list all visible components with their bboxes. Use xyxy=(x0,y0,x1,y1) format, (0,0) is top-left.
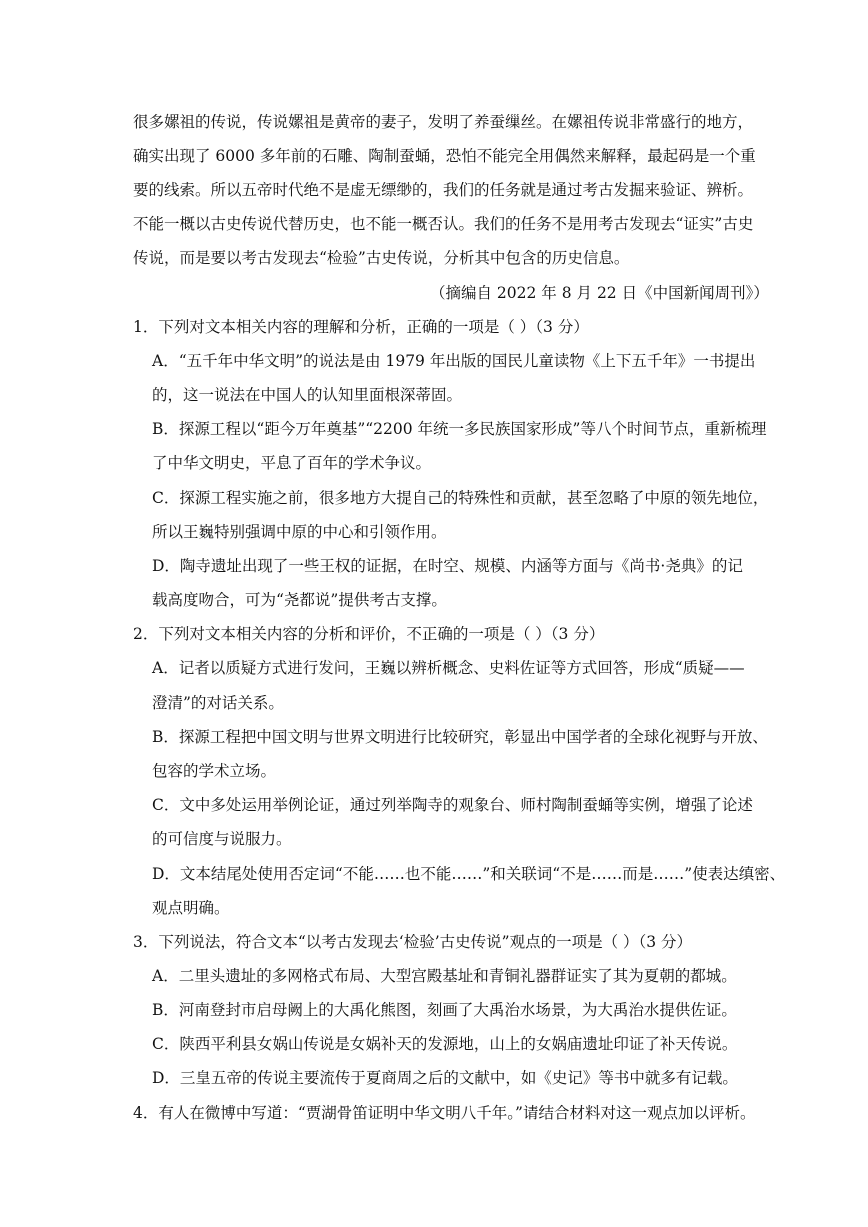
question-stem: 3．下列说法，符合文本“以考古发现去‘检验’古史传说”观点的一项是（ ）（3 分） xyxy=(133,933,693,951)
option-line: C．探源工程实施之前，很多地方大提自己的特殊性和贡献，甚至忽略了中原的领先地位， xyxy=(152,489,769,507)
option-line: 的可信度与说服力。 xyxy=(152,830,292,848)
option-line: B．河南登封市启母阙上的大禹化熊图，刻画了大禹治水场景，为大禹治水提供佐证。 xyxy=(152,1001,737,1019)
option-line: 的，这一说法在中国人的认知里面根深蒂固。 xyxy=(152,386,463,404)
passage-line: 很多嫘祖的传说，传说嫘祖是黄帝的妻子，发明了养蚕缫丝。在嫘祖传说非常盛行的地方， xyxy=(133,113,754,131)
option-line: 所以王巍特别强调中原的中心和引领作用。 xyxy=(152,523,447,541)
question-stem: 1．下列对文本相关内容的理解和分析，正确的一项是（ ）（3 分） xyxy=(133,318,589,336)
passage-line: 不能一概以古史传说代替历史，也不能一概否认。我们的任务不是用考古发现去“证实”古史 xyxy=(133,215,754,233)
option-line: C．文中多处运用举例论证，通过列举陶寺的观象台、师村陶制蚕蛹等实例，增强了论述 xyxy=(152,796,753,814)
passage-line: 要的线索。所以五帝时代绝不是虚无缥缈的，我们的任务就是通过考古发掘来验证、辨析。 xyxy=(133,181,754,199)
passage-line: 传说，而是要以考古发现去“检验”古史传说，分析其中包含的历史信息。 xyxy=(133,249,630,267)
option-line: C．陕西平利县女娲山传说是女娲补天的发源地，山上的女娲庙遗址印证了补天传说。 xyxy=(152,1035,738,1053)
option-line: 包容的学术立场。 xyxy=(152,762,277,780)
option-line: 了中华文明史，平息了百年的学术争议。 xyxy=(152,454,432,472)
option-line: A．二里头遗址的多网格式布局、大型宫殿基址和青铜礼器群证实了其为夏朝的都城。 xyxy=(152,967,737,985)
option-line: D．陶寺遗址出现了一些王权的证据，在时空、规模、内涵等方面与《尚书·尧典》的记 xyxy=(152,557,743,575)
option-line: D．三皇五帝的传说主要流传于夏商周之后的文献中，如《史记》等书中就多有记载。 xyxy=(152,1069,738,1087)
option-line: A．“五千年中华文明”的说法是由 1979 年出版的国民儿童读物《上下五千年》一书提出 xyxy=(152,352,756,370)
option-line: B．探源工程以“距今万年奠基”“2200 年统一多民族国家形成”等八个时间节点，重新梳理 xyxy=(152,420,767,438)
option-line: A．记者以质疑方式进行发问，王巍以辨析概念、史料佐证等方式回答，形成“质疑—— xyxy=(152,659,745,677)
option-line: 载高度吻合，可为“尧都说”提供考古支撑。 xyxy=(152,591,447,609)
question-stem: 4．有人在微博中写道：“贾湖骨笛证明中华文明八千年。”请结合材料对这一观点加以评析。 xyxy=(133,1104,756,1122)
question-stem: 2．下列对文本相关内容的分析和评价，不正确的一项是（ ）（3 分） xyxy=(133,625,605,643)
passage-source: （摘编自 2022 年 8 月 22 日《中国新闻周刊》） xyxy=(430,284,769,302)
option-line: 澄清”的对话关系。 xyxy=(152,694,284,712)
option-line: B．探源工程把中国文明与世界文明进行比较研究，彰显出中国学者的全球化视野与开放、 xyxy=(152,728,768,746)
option-line: 观点明确。 xyxy=(152,899,230,917)
option-line: D．文本结尾处使用否定词“不能……也不能……”和关联词“不是……而是……”使表达缜密、 xyxy=(152,865,786,883)
passage-line: 确实出现了 6000 多年前的石雕、陶制蚕蛹，恐怕不能完全用偶然来解释，最起码是一个重 xyxy=(133,147,756,165)
